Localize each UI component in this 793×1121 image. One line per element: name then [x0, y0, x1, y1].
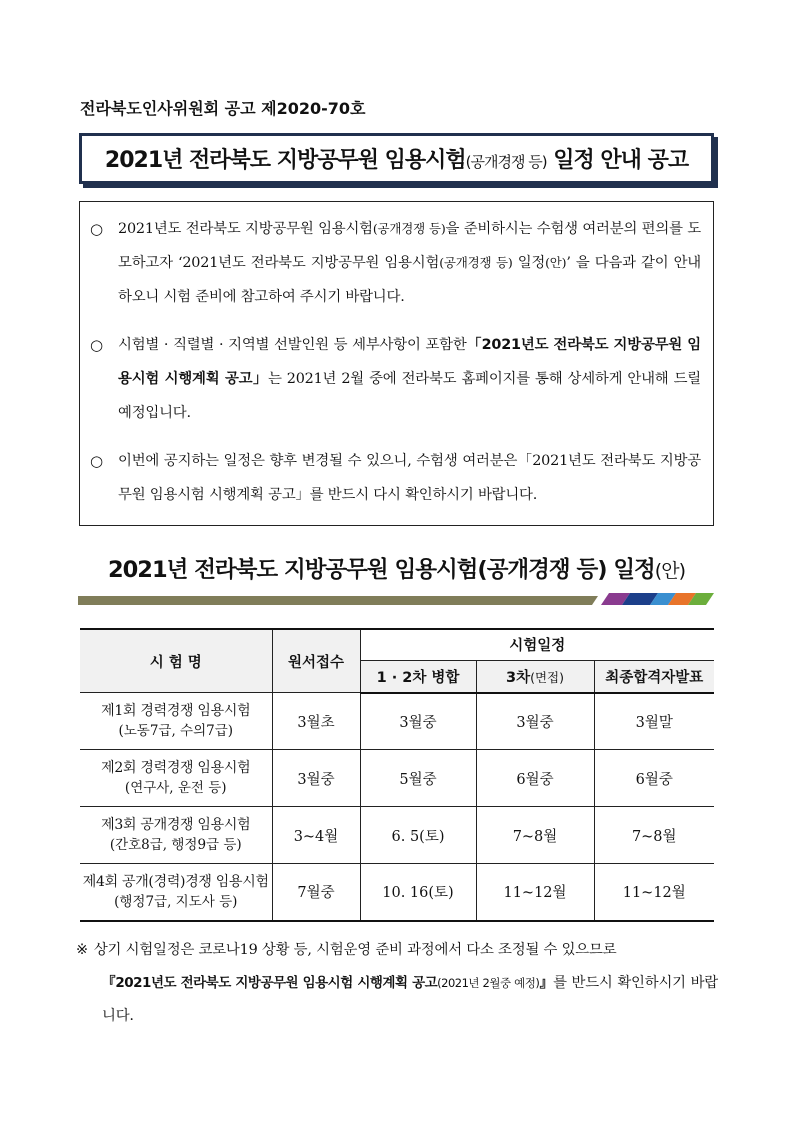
- exam-name: 제2회 경력경쟁 임용시험: [101, 760, 251, 776]
- cell-round-12: 5월중: [360, 750, 476, 807]
- notice-number: 전라북도인사위원회 공고 제2020-70호: [80, 99, 366, 118]
- info-paragraph-3: [90, 444, 701, 512]
- circle-bullet-icon: ○: [90, 336, 103, 354]
- p1-text-d: ’ 을 다음과 같이 안내하오니 시험 준비에 참고하여 주시기 바랍니다.: [118, 255, 702, 305]
- schedule-body: [80, 693, 714, 921]
- info-paragraph-1: [90, 212, 701, 314]
- footnote-line-1: [76, 934, 718, 967]
- info-box: [79, 201, 714, 526]
- header-exam-name: 시 험 명: [80, 629, 272, 693]
- page-title-end: 일정 안내 공고: [546, 148, 689, 173]
- divider-olive-bar: [78, 596, 598, 605]
- p1-text-a-small: (공개경쟁 등): [372, 221, 446, 236]
- cell-round-12: 3월중: [360, 693, 476, 750]
- footnote-bold-small: (2021년 2월중 예정): [437, 976, 540, 990]
- cell-application: 3~4월: [272, 807, 360, 864]
- p1-text-c: 일정: [512, 255, 546, 271]
- schedule-table: [80, 628, 714, 922]
- p1-text-c-small: (안): [545, 255, 567, 270]
- footnote-text-a: 상기 시험일정은 코로나19 상황 등, 시험운영 준비 과정에서 다소 조정될 수 있으므로: [93, 942, 617, 958]
- cell-round-3: 3월중: [476, 693, 594, 750]
- table-row: [80, 693, 714, 750]
- table-row: [80, 750, 714, 807]
- cell-exam-name: [80, 864, 272, 921]
- title-box: [79, 133, 714, 184]
- p1-text-b: 을 준비하시는 수험생 여러분의 편의를 도모하고자 ‘2021년도 전라북도 지방공무원 임용시험: [118, 221, 701, 271]
- reference-mark-icon: ※: [76, 942, 88, 958]
- page-title-main: 2021년 전라북도 지방공무원 임용시험: [104, 148, 466, 173]
- p2-text-c: 는 2021년 2월 중에 전라북도 홈페이지를 통해 상세하게 안내해 드릴 예정입니다.: [118, 371, 701, 421]
- cell-round-3: 7~8월: [476, 807, 594, 864]
- cell-final: 7~8월: [594, 807, 714, 864]
- cell-application: 7월중: [272, 864, 360, 921]
- header-round-3-label: 3차: [505, 669, 531, 686]
- p1-text-a: 2021년도 전라북도 지방공무원 임용시험: [118, 221, 373, 237]
- header-final: 최종합격자발표: [594, 660, 714, 692]
- exam-name: 제4회 공개(경력)경쟁 임용시험: [82, 873, 269, 890]
- table-row: [80, 864, 714, 921]
- page-title-small: (공개경쟁 등): [465, 153, 547, 171]
- cell-final: 11~12월: [594, 864, 714, 921]
- header-round-3: [476, 660, 594, 692]
- cell-application: 3월중: [272, 750, 360, 807]
- cell-round-3: 11~12월: [476, 864, 594, 921]
- info-paragraph-2: [90, 328, 701, 430]
- cell-exam-name: [80, 750, 272, 807]
- cell-round-12: 10. 16(토): [360, 864, 476, 921]
- cell-round-12: 6. 5(토): [360, 807, 476, 864]
- exam-sub: (행정7급, 지도사 등): [114, 893, 238, 910]
- footnote-line-2: [76, 967, 718, 1033]
- header-round-12: 1 · 2차 병합: [360, 660, 476, 692]
- cell-final: 6월중: [594, 750, 714, 807]
- schedule-title: [0, 552, 793, 584]
- cell-final: 3월말: [594, 693, 714, 750]
- footnote-bold: 『2021년도 전라북도 지방공무원 임용시험 시행계획 공고: [102, 975, 438, 991]
- schedule-title-main: 2021년 전라북도 지방공무원 임용시험(공개경쟁 등) 일정: [108, 557, 655, 583]
- header-exam-schedule: 시험일정: [360, 629, 714, 660]
- circle-bullet-icon: ○: [90, 452, 103, 470]
- exam-name: 제1회 경력경쟁 임용시험: [101, 703, 251, 719]
- header-application: 원서접수: [272, 629, 360, 693]
- p2-text-bold: 「2021년도 전라북도 지방공무원 임용시험 시행계획 공고」: [118, 337, 701, 387]
- cell-exam-name: [80, 807, 272, 864]
- header-round-3-small: (면접): [530, 669, 564, 685]
- table-row: [80, 807, 714, 864]
- footnote: [76, 934, 718, 1033]
- cell-application: 3월초: [272, 693, 360, 750]
- schedule-title-draft: (안): [654, 560, 685, 582]
- exam-sub: (노동7급, 수의7급): [118, 723, 234, 739]
- p1-text-b-small: (공개경쟁 등): [439, 255, 513, 270]
- p2-text-a: 시험별 · 직렬별 · 지역별 선발인원 등 세부사항이 포함한: [118, 337, 467, 353]
- cell-exam-name: [80, 693, 272, 750]
- footnote-bold-end: 』: [539, 975, 554, 991]
- cell-round-3: 6월중: [476, 750, 594, 807]
- exam-sub: (간호8급, 행정9급 등): [109, 837, 242, 853]
- exam-sub: (연구사, 운전 등): [124, 780, 227, 796]
- footnote-text-c: 를 반드시 확인하시기 바랍니다.: [102, 975, 719, 1024]
- page-title: [105, 143, 688, 174]
- p3-text: 이번에 공지하는 일정은 향후 변경될 수 있으니, 수험생 여러분은「2021년도 전라북도 지방공무원 임용시험 시행계획 공고」를 반드시 다시 확인하시기 바랍니다.: [118, 453, 701, 503]
- exam-name: 제3회 공개경쟁 임용시험: [101, 817, 251, 833]
- circle-bullet-icon: ○: [90, 220, 103, 238]
- decorative-divider: [78, 593, 716, 605]
